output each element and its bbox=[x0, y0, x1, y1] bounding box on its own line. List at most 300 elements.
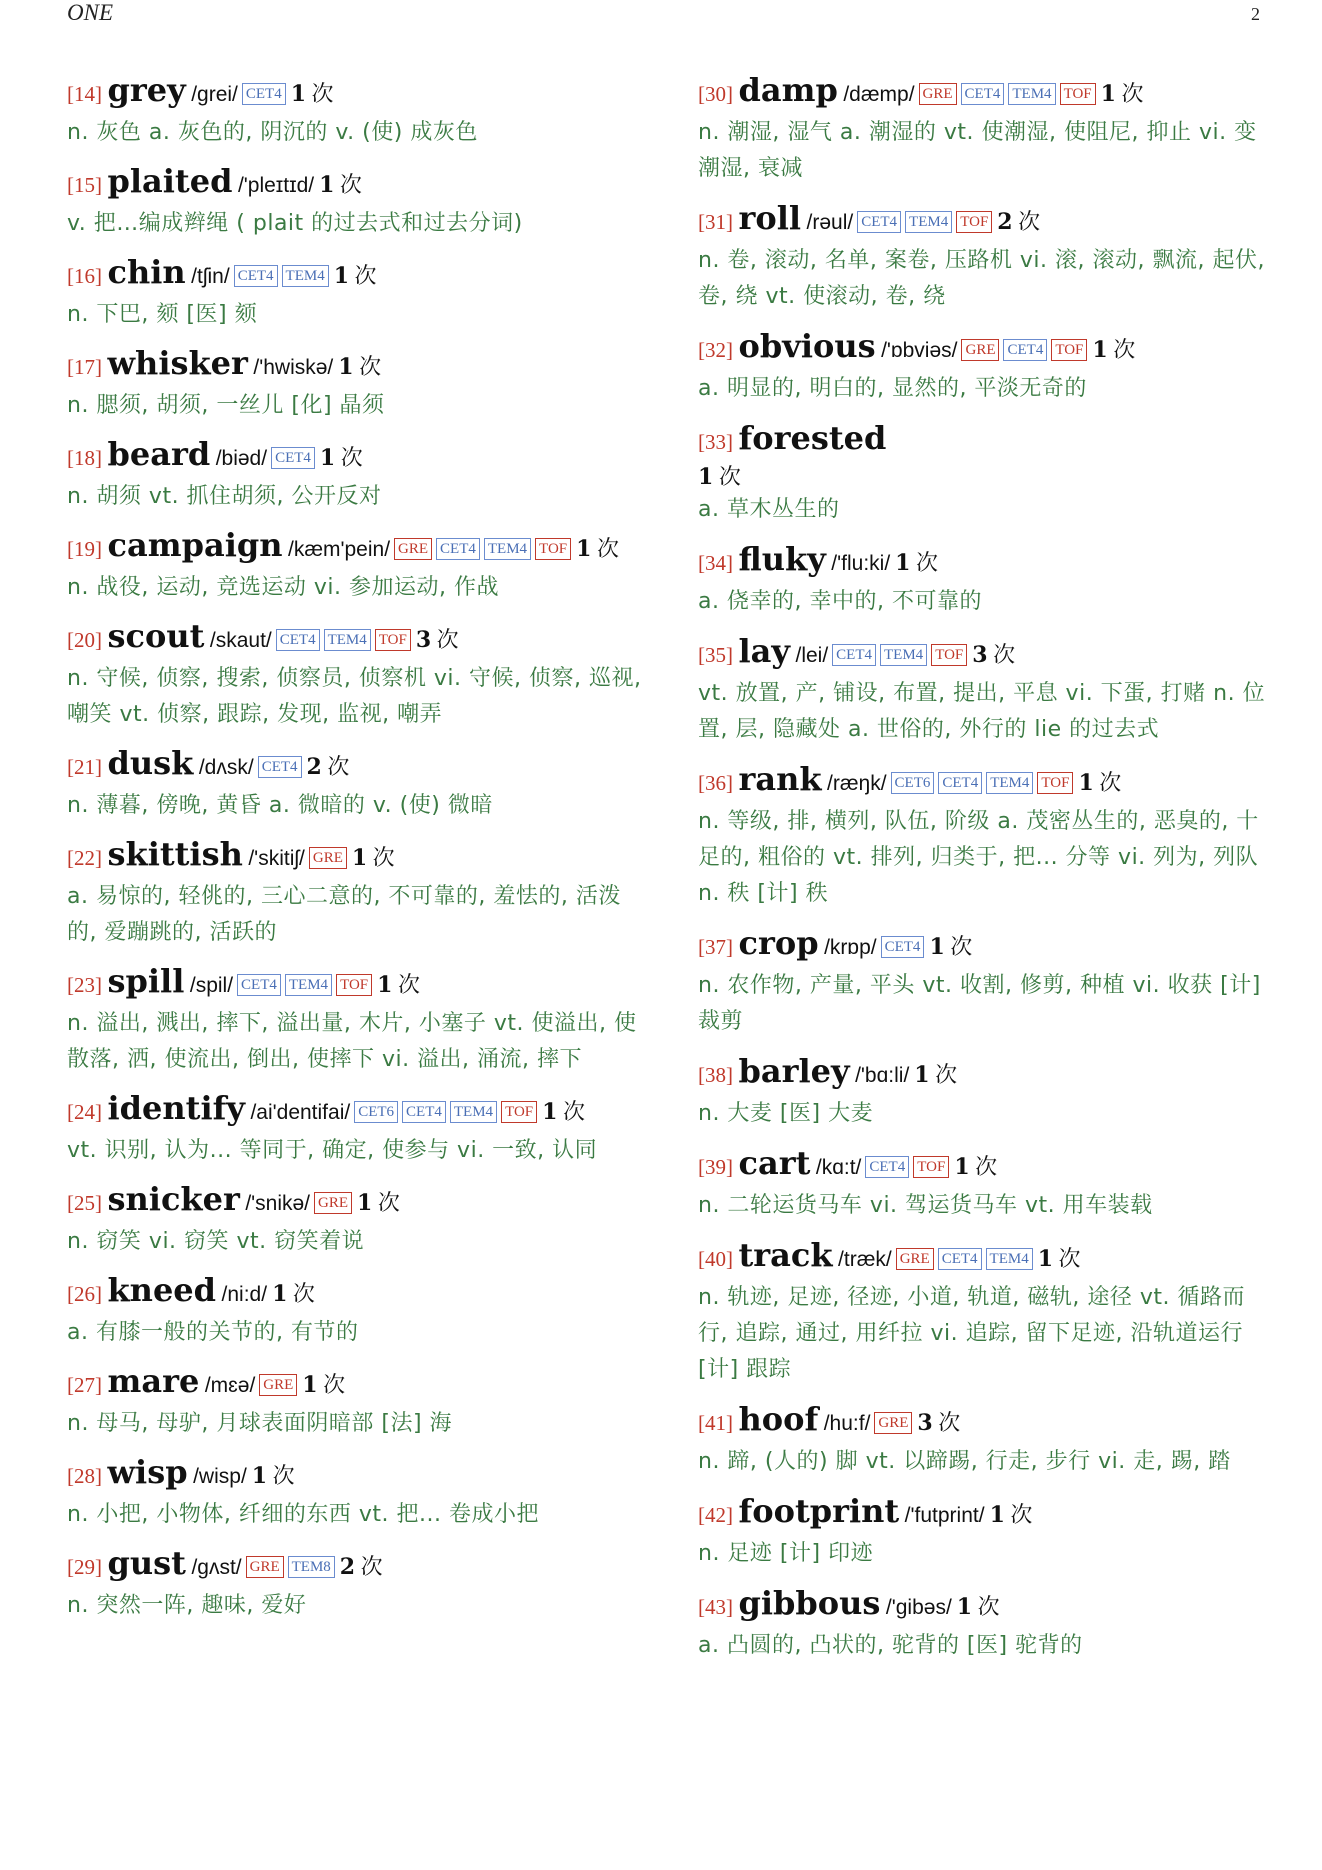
headword: dusk bbox=[107, 744, 194, 782]
entry-number: [18] bbox=[67, 446, 102, 470]
frequency-count bbox=[576, 536, 619, 561]
definition: n. 突然一阵, 趣味, 爱好 bbox=[67, 1593, 307, 1618]
headword: forested bbox=[738, 419, 887, 457]
definition: n. 二轮运货马车 vi. 驾运货马车 vt. 用车装载 bbox=[698, 1193, 1153, 1218]
headword: hoof bbox=[738, 1400, 819, 1438]
count-number: 1 bbox=[956, 1594, 973, 1620]
frequency-count bbox=[334, 263, 377, 288]
exam-tag-tof: TOF bbox=[913, 1156, 949, 1178]
entry-headline bbox=[67, 1088, 647, 1133]
definition: n. 等级, 排, 横列, 队伍, 阶级 a. 茂密丛生的, 恶臭的, 十足的, 粗俗的 vt. 排列, 归类于, 把... 分等 vi. 列为, 列队 n. 秩 [计] 秩 bbox=[698, 809, 1259, 906]
word-entry bbox=[67, 834, 647, 951]
entry-number: [24] bbox=[67, 1100, 102, 1124]
exam-tag-cet4: CET4 bbox=[258, 756, 302, 778]
definition: a. 明显的, 明白的, 显然的, 平淡无奇的 bbox=[698, 376, 1087, 401]
exam-tag-gre: GRE bbox=[314, 1192, 352, 1214]
count-number: 1 bbox=[1037, 1246, 1054, 1272]
entry-headline bbox=[67, 434, 647, 479]
entry-headline bbox=[698, 539, 1268, 584]
word-entry bbox=[698, 1235, 1268, 1388]
phonetic: /ræŋk/ bbox=[827, 772, 887, 795]
frequency-count bbox=[252, 1463, 295, 1488]
phonetic: /kɑ:t/ bbox=[815, 1156, 862, 1179]
exam-tag-cet4: CET4 bbox=[938, 772, 982, 794]
entry-number: [23] bbox=[67, 973, 102, 997]
count-unit: 次 bbox=[323, 1372, 346, 1397]
entry-headline bbox=[698, 418, 1268, 492]
phonetic: /wisp/ bbox=[193, 1465, 247, 1488]
definition: n. 卷, 滚动, 名单, 案卷, 压路机 vi. 滚, 滚动, 飘流, 起伏, 卷, 绕 vt. 使滚动, 卷, 绕 bbox=[698, 248, 1265, 309]
count-unit: 次 bbox=[311, 81, 334, 106]
entry-headline bbox=[698, 70, 1268, 115]
exam-tag-cet4: CET4 bbox=[1003, 339, 1047, 361]
exam-tag-tem4: TEM4 bbox=[880, 644, 927, 666]
exam-tag-tem8: TEM8 bbox=[288, 1556, 335, 1578]
headword: gibbous bbox=[738, 1584, 881, 1622]
word-entry bbox=[698, 1491, 1268, 1572]
word-entry bbox=[67, 1452, 647, 1533]
phonetic: /mɛə/ bbox=[204, 1374, 256, 1397]
count-unit: 次 bbox=[1121, 81, 1144, 106]
headword: roll bbox=[738, 199, 802, 237]
frequency-count bbox=[990, 1502, 1033, 1527]
entry-headline bbox=[698, 759, 1268, 804]
count-number: 1 bbox=[914, 1062, 930, 1088]
phonetic: /træk/ bbox=[838, 1248, 892, 1271]
definition: a. 草木丛生的 bbox=[698, 497, 840, 522]
count-number: 1 bbox=[302, 1372, 318, 1398]
count-number: 1 bbox=[1100, 81, 1116, 107]
entry-headline bbox=[67, 1543, 647, 1588]
count-unit: 次 bbox=[327, 754, 350, 779]
count-number: 1 bbox=[576, 536, 592, 562]
exam-tag-cet4: CET4 bbox=[402, 1101, 446, 1123]
definition: vt. 放置, 产, 铺设, 布置, 提出, 平息 vi. 下蛋, 打赌 n. 位置, 层, 隐藏处 a. 世俗的, 外行的 lie 的过去式 bbox=[698, 681, 1266, 742]
word-entry bbox=[67, 1088, 647, 1169]
entry-number: [30] bbox=[698, 82, 733, 106]
frequency-count bbox=[319, 172, 362, 197]
phonetic: /kæm'pein/ bbox=[287, 538, 391, 561]
exam-tag-tem4: TEM4 bbox=[1008, 83, 1055, 105]
headword: cart bbox=[738, 1144, 811, 1182]
exam-tag-gre: GRE bbox=[246, 1556, 284, 1578]
definition: n. 溢出, 溅出, 摔下, 溢出量, 木片, 小塞子 vt. 使溢出, 使散落, 洒, 使流出, 倒出, 使摔下 vi. 溢出, 涌流, 摔下 bbox=[67, 1011, 637, 1072]
definition: n. 守候, 侦察, 搜索, 侦察员, 侦察机 vi. 守候, 侦察, 巡视, 嘲笑 vt. 侦察, 跟踪, 发现, 监视, 嘲弄 bbox=[67, 666, 642, 727]
definition: vt. 识别, 认为... 等同于, 确定, 使参与 vi. 一致, 认同 bbox=[67, 1138, 598, 1163]
frequency-count bbox=[320, 445, 363, 470]
frequency-count bbox=[338, 354, 381, 379]
exam-tag-gre: GRE bbox=[874, 1412, 912, 1434]
word-entry bbox=[67, 343, 647, 424]
entry-number: [29] bbox=[67, 1555, 102, 1579]
entry-headline bbox=[698, 326, 1268, 371]
headword: campaign bbox=[107, 526, 283, 564]
headword: beard bbox=[107, 435, 211, 473]
headword: lay bbox=[738, 632, 790, 670]
phonetic: /lei/ bbox=[795, 644, 829, 667]
word-entry bbox=[698, 70, 1268, 187]
entry-number: [19] bbox=[67, 537, 102, 561]
headword: wisp bbox=[107, 1453, 188, 1491]
phonetic: /ai'dentifai/ bbox=[250, 1101, 351, 1124]
count-unit: 次 bbox=[436, 627, 459, 652]
count-unit: 次 bbox=[562, 1099, 585, 1124]
frequency-count bbox=[698, 462, 1268, 492]
exam-tag-cet4: CET4 bbox=[865, 1156, 909, 1178]
phonetic: /dæmp/ bbox=[843, 83, 915, 106]
entry-headline bbox=[67, 743, 647, 788]
phonetic: /'ɒbviəs/ bbox=[881, 339, 958, 362]
count-number: 1 bbox=[290, 81, 307, 107]
count-number: 2 bbox=[997, 209, 1013, 235]
entry-headline bbox=[67, 525, 647, 570]
count-unit: 次 bbox=[993, 642, 1016, 667]
entry-headline bbox=[67, 616, 647, 661]
definition: n. 足迹 [计] 印迹 bbox=[698, 1541, 874, 1566]
count-unit: 次 bbox=[975, 1154, 998, 1179]
count-number: 1 bbox=[351, 845, 368, 871]
definition: n. 蹄, (人的) 脚 vt. 以蹄踢, 行走, 步行 vi. 走, 踢, 踏 bbox=[698, 1449, 1231, 1474]
word-entry bbox=[698, 759, 1268, 912]
exam-tag-gre: GRE bbox=[394, 538, 432, 560]
count-unit: 次 bbox=[718, 464, 741, 489]
exam-tag-gre: GRE bbox=[961, 339, 999, 361]
exam-tag-tof: TOF bbox=[1037, 772, 1073, 794]
word-entry bbox=[698, 539, 1268, 620]
entry-headline bbox=[67, 834, 647, 879]
entry-headline bbox=[67, 70, 647, 115]
entry-number: [17] bbox=[67, 355, 102, 379]
phonetic: /'futprint/ bbox=[904, 1504, 985, 1527]
page-header-title: ONE bbox=[67, 0, 113, 25]
word-entry bbox=[67, 70, 647, 151]
headword: crop bbox=[738, 924, 819, 962]
word-entry bbox=[67, 616, 647, 733]
definition: n. 薄暮, 傍晚, 黄昏 a. 微暗的 v. (使) 微暗 bbox=[67, 793, 493, 818]
frequency-count bbox=[997, 209, 1040, 234]
headword: skittish bbox=[107, 835, 243, 873]
word-entry bbox=[67, 1543, 647, 1624]
frequency-count bbox=[1101, 81, 1144, 106]
definition: n. 腮须, 胡须, 一丝儿 [化] 晶须 bbox=[67, 393, 385, 418]
definition: n. 灰色 a. 灰色的, 阴沉的 v. (使) 成灰色 bbox=[67, 120, 478, 145]
count-number: 1 bbox=[333, 263, 350, 289]
entry-headline bbox=[698, 1399, 1268, 1444]
exam-tag-tof: TOF bbox=[931, 644, 967, 666]
frequency-count bbox=[914, 1062, 957, 1087]
exam-tag-tof: TOF bbox=[336, 974, 372, 996]
count-unit: 次 bbox=[339, 172, 362, 197]
entry-number: [15] bbox=[67, 173, 102, 197]
entry-number: [16] bbox=[67, 264, 102, 288]
exam-tag-tem4: TEM4 bbox=[285, 974, 332, 996]
exam-tag-gre: GRE bbox=[896, 1248, 934, 1270]
exam-tag-cet4: CET4 bbox=[881, 936, 925, 958]
entry-number: [32] bbox=[698, 338, 733, 362]
count-number: 1 bbox=[377, 972, 393, 998]
exam-tag-cet4: CET4 bbox=[242, 83, 286, 105]
entry-number: [31] bbox=[698, 210, 733, 234]
exam-tag-tem4: TEM4 bbox=[484, 538, 531, 560]
count-unit: 次 bbox=[915, 550, 938, 575]
word-entry bbox=[67, 252, 647, 333]
count-unit: 次 bbox=[935, 1062, 958, 1087]
definition: a. 有膝一般的关节的, 有节的 bbox=[67, 1320, 359, 1345]
word-entry bbox=[698, 923, 1268, 1040]
frequency-count bbox=[954, 1154, 997, 1179]
count-number: 1 bbox=[319, 445, 336, 471]
count-unit: 次 bbox=[272, 1463, 295, 1488]
headword: snicker bbox=[107, 1180, 240, 1218]
entry-number: [40] bbox=[698, 1247, 733, 1271]
phonetic: /gʌst/ bbox=[191, 1556, 242, 1579]
count-unit: 次 bbox=[596, 536, 619, 561]
frequency-count bbox=[302, 1372, 345, 1397]
phonetic: /dʌsk/ bbox=[198, 756, 254, 779]
entry-headline bbox=[67, 1270, 647, 1315]
definition: v. 把…编成辫绳 ( plait 的过去式和过去分词) bbox=[67, 211, 523, 236]
entry-number: [21] bbox=[67, 755, 102, 779]
count-number: 2 bbox=[339, 1554, 356, 1580]
count-number: 1 bbox=[272, 1281, 288, 1307]
exam-tag-gre: GRE bbox=[309, 847, 347, 869]
word-entry bbox=[698, 198, 1268, 315]
count-number: 1 bbox=[989, 1502, 1005, 1528]
definition: a. 易惊的, 轻佻的, 三心二意的, 不可靠的, 羞怯的, 活泼的, 爱蹦跳的, 活跃的 bbox=[67, 884, 621, 945]
entry-number: [43] bbox=[698, 1595, 733, 1619]
count-number: 1 bbox=[357, 1190, 373, 1216]
entry-headline bbox=[698, 1235, 1268, 1280]
phonetic: /spil/ bbox=[189, 974, 234, 997]
count-unit: 次 bbox=[354, 263, 377, 288]
count-unit: 次 bbox=[1113, 337, 1136, 362]
count-unit: 次 bbox=[1099, 770, 1122, 795]
entry-headline bbox=[698, 631, 1268, 676]
headword: spill bbox=[107, 962, 185, 1000]
word-entry bbox=[698, 326, 1268, 407]
count-unit: 次 bbox=[360, 1554, 383, 1579]
phonetic: /biəd/ bbox=[215, 447, 268, 470]
exam-tag-tem4: TEM4 bbox=[282, 265, 329, 287]
definition: n. 小把, 小物体, 纤细的东西 vt. 把... 卷成小把 bbox=[67, 1502, 540, 1527]
phonetic: /'hwiskə/ bbox=[253, 356, 334, 379]
count-unit: 次 bbox=[377, 1190, 400, 1215]
count-unit: 次 bbox=[1018, 209, 1041, 234]
exam-tag-cet4: CET4 bbox=[857, 211, 901, 233]
headword: kneed bbox=[107, 1271, 217, 1309]
phonetic: /grei/ bbox=[191, 83, 238, 106]
frequency-count bbox=[416, 627, 459, 652]
entry-headline bbox=[67, 1179, 647, 1224]
frequency-count bbox=[340, 1554, 383, 1579]
exam-tag-cet4: CET4 bbox=[436, 538, 480, 560]
entry-headline bbox=[698, 1143, 1268, 1188]
count-number: 1 bbox=[895, 550, 911, 576]
definition: a. 侥幸的, 幸中的, 不可靠的 bbox=[698, 589, 982, 614]
count-unit: 次 bbox=[340, 445, 363, 470]
word-entry bbox=[698, 631, 1268, 748]
phonetic: /ni:d/ bbox=[221, 1283, 268, 1306]
frequency-count bbox=[357, 1190, 400, 1215]
entry-number: [38] bbox=[698, 1063, 733, 1087]
exam-tag-gre: GRE bbox=[259, 1374, 297, 1396]
frequency-count bbox=[917, 1410, 960, 1435]
frequency-count bbox=[957, 1594, 1000, 1619]
definition: a. 凸圆的, 凸状的, 驼背的 [医] 驼背的 bbox=[698, 1633, 1083, 1658]
exam-tag-cet4: CET4 bbox=[276, 629, 320, 651]
entry-headline bbox=[698, 1583, 1268, 1628]
exam-tag-tem4: TEM4 bbox=[324, 629, 371, 651]
entry-number: [39] bbox=[698, 1155, 733, 1179]
entry-headline bbox=[67, 343, 647, 388]
word-entry bbox=[698, 1583, 1268, 1664]
word-entry bbox=[67, 961, 647, 1078]
headword: scout bbox=[107, 617, 205, 655]
count-unit: 次 bbox=[359, 354, 382, 379]
frequency-count bbox=[307, 754, 350, 779]
exam-tag-tem4: TEM4 bbox=[450, 1101, 497, 1123]
exam-tag-tof: TOF bbox=[501, 1101, 537, 1123]
phonetic: /rəul/ bbox=[806, 211, 854, 234]
count-number: 1 bbox=[929, 934, 945, 960]
count-unit: 次 bbox=[292, 1281, 315, 1306]
headword: mare bbox=[107, 1362, 200, 1400]
phonetic: /tʃin/ bbox=[191, 265, 230, 288]
count-number: 1 bbox=[1078, 770, 1094, 796]
frequency-count bbox=[1092, 337, 1135, 362]
entry-number: [27] bbox=[67, 1373, 102, 1397]
entry-headline bbox=[67, 252, 647, 297]
word-entry bbox=[698, 1143, 1268, 1224]
definition: n. 窃笑 vi. 窃笑 vt. 窃笑着说 bbox=[67, 1229, 365, 1254]
exam-tag-cet4: CET4 bbox=[271, 447, 315, 469]
exam-tag-gre: GRE bbox=[919, 83, 957, 105]
word-entry bbox=[67, 1270, 647, 1351]
definition: n. 战役, 运动, 竞选运动 vi. 参加运动, 作战 bbox=[67, 575, 500, 600]
entry-number: [41] bbox=[698, 1411, 733, 1435]
exam-tag-tem4: TEM4 bbox=[986, 1248, 1033, 1270]
headword: barley bbox=[738, 1052, 850, 1090]
headword: footprint bbox=[738, 1492, 900, 1530]
count-unit: 次 bbox=[1010, 1502, 1033, 1527]
phonetic: /hu:f/ bbox=[823, 1412, 871, 1435]
count-number: 1 bbox=[319, 172, 335, 198]
headword: whisker bbox=[107, 344, 248, 382]
entry-headline bbox=[698, 198, 1268, 243]
headword: track bbox=[738, 1236, 833, 1274]
count-unit: 次 bbox=[938, 1410, 961, 1435]
word-entry bbox=[67, 1361, 647, 1442]
exam-tag-tem4: TEM4 bbox=[986, 772, 1033, 794]
count-unit: 次 bbox=[1058, 1246, 1081, 1271]
entry-headline bbox=[67, 1361, 647, 1406]
count-number: 1 bbox=[698, 464, 714, 490]
count-number: 3 bbox=[917, 1410, 933, 1436]
exam-tag-tof: TOF bbox=[1051, 339, 1087, 361]
count-number: 1 bbox=[251, 1463, 268, 1489]
entry-number: [25] bbox=[67, 1191, 102, 1215]
word-entry bbox=[67, 743, 647, 824]
phonetic: /'gibəs/ bbox=[885, 1596, 952, 1619]
entry-number: [33] bbox=[698, 430, 733, 454]
word-entry bbox=[698, 418, 1268, 528]
count-number: 1 bbox=[954, 1154, 970, 1180]
exam-tag-cet4: CET4 bbox=[237, 974, 281, 996]
frequency-count bbox=[377, 972, 420, 997]
count-unit: 次 bbox=[397, 972, 420, 997]
exam-tag-tof: TOF bbox=[535, 538, 571, 560]
entry-number: [26] bbox=[67, 1282, 102, 1306]
exam-tag-cet4: CET4 bbox=[234, 265, 278, 287]
count-number: 3 bbox=[972, 642, 988, 668]
frequency-count bbox=[272, 1281, 315, 1306]
frequency-count bbox=[291, 81, 334, 106]
word-entry bbox=[67, 525, 647, 606]
frequency-count bbox=[542, 1099, 585, 1124]
entry-headline bbox=[698, 1051, 1268, 1096]
phonetic: /'pleɪtɪd/ bbox=[237, 174, 315, 197]
count-number: 1 bbox=[1092, 337, 1108, 363]
count-unit: 次 bbox=[977, 1594, 1000, 1619]
exam-tag-cet6: CET6 bbox=[354, 1101, 398, 1123]
headword: identify bbox=[107, 1089, 245, 1127]
entry-headline bbox=[67, 1452, 647, 1497]
exam-tag-tof: TOF bbox=[375, 629, 411, 651]
definition: n. 下巴, 颏 [医] 颏 bbox=[67, 302, 258, 327]
entry-number: [36] bbox=[698, 771, 733, 795]
definition: n. 母马, 母驴, 月球表面阴暗部 [法] 海 bbox=[67, 1411, 453, 1436]
headword: chin bbox=[107, 253, 186, 291]
frequency-count bbox=[972, 642, 1015, 667]
count-number: 1 bbox=[542, 1099, 558, 1125]
word-entry bbox=[67, 434, 647, 515]
entry-headline bbox=[698, 923, 1268, 968]
entry-number: [42] bbox=[698, 1503, 733, 1527]
exam-tag-cet4: CET4 bbox=[961, 83, 1005, 105]
exam-tag-tof: TOF bbox=[1060, 83, 1096, 105]
phonetic: /'snikə/ bbox=[245, 1192, 311, 1215]
phonetic: /'flu:ki/ bbox=[831, 552, 891, 575]
definition: n. 农作物, 产量, 平头 vt. 收割, 修剪, 种植 vi. 收获 [计] 裁剪 bbox=[698, 973, 1261, 1034]
definition: n. 胡须 vt. 抓住胡须, 公开反对 bbox=[67, 484, 382, 509]
count-unit: 次 bbox=[372, 845, 395, 870]
page-number: 2 bbox=[1251, 4, 1260, 24]
headword: damp bbox=[738, 71, 838, 109]
entry-number: [37] bbox=[698, 935, 733, 959]
word-entry bbox=[67, 161, 647, 242]
count-number: 2 bbox=[306, 754, 322, 780]
headword: plaited bbox=[107, 162, 233, 200]
phonetic: /skaut/ bbox=[209, 629, 272, 652]
exam-tag-cet6: CET6 bbox=[891, 772, 935, 794]
frequency-count bbox=[1078, 770, 1121, 795]
frequency-count bbox=[1038, 1246, 1081, 1271]
entry-number: [14] bbox=[67, 82, 102, 106]
count-number: 3 bbox=[415, 627, 432, 653]
exam-tag-tof: TOF bbox=[956, 211, 992, 233]
headword: rank bbox=[738, 760, 822, 798]
definition: n. 轨迹, 足迹, 径迹, 小道, 轨道, 磁轨, 途径 vt. 循路而行, 追踪, 通过, 用纤拉 vi. 追踪, 留下足迹, 沿轨道运行 [计] 跟踪 bbox=[698, 1285, 1245, 1382]
word-entry bbox=[67, 1179, 647, 1260]
exam-tag-tem4: TEM4 bbox=[905, 211, 952, 233]
phonetic: /'bɑ:li/ bbox=[855, 1064, 910, 1087]
headword: gust bbox=[107, 1544, 186, 1582]
entry-headline bbox=[698, 1491, 1268, 1536]
definition: n. 潮湿, 湿气 a. 潮湿的 vt. 使潮湿, 使阻尼, 抑止 vi. 变潮湿, 衰减 bbox=[698, 120, 1257, 181]
headword: fluky bbox=[738, 540, 826, 578]
frequency-count bbox=[895, 550, 938, 575]
phonetic: /'skitiʃ/ bbox=[248, 847, 305, 870]
